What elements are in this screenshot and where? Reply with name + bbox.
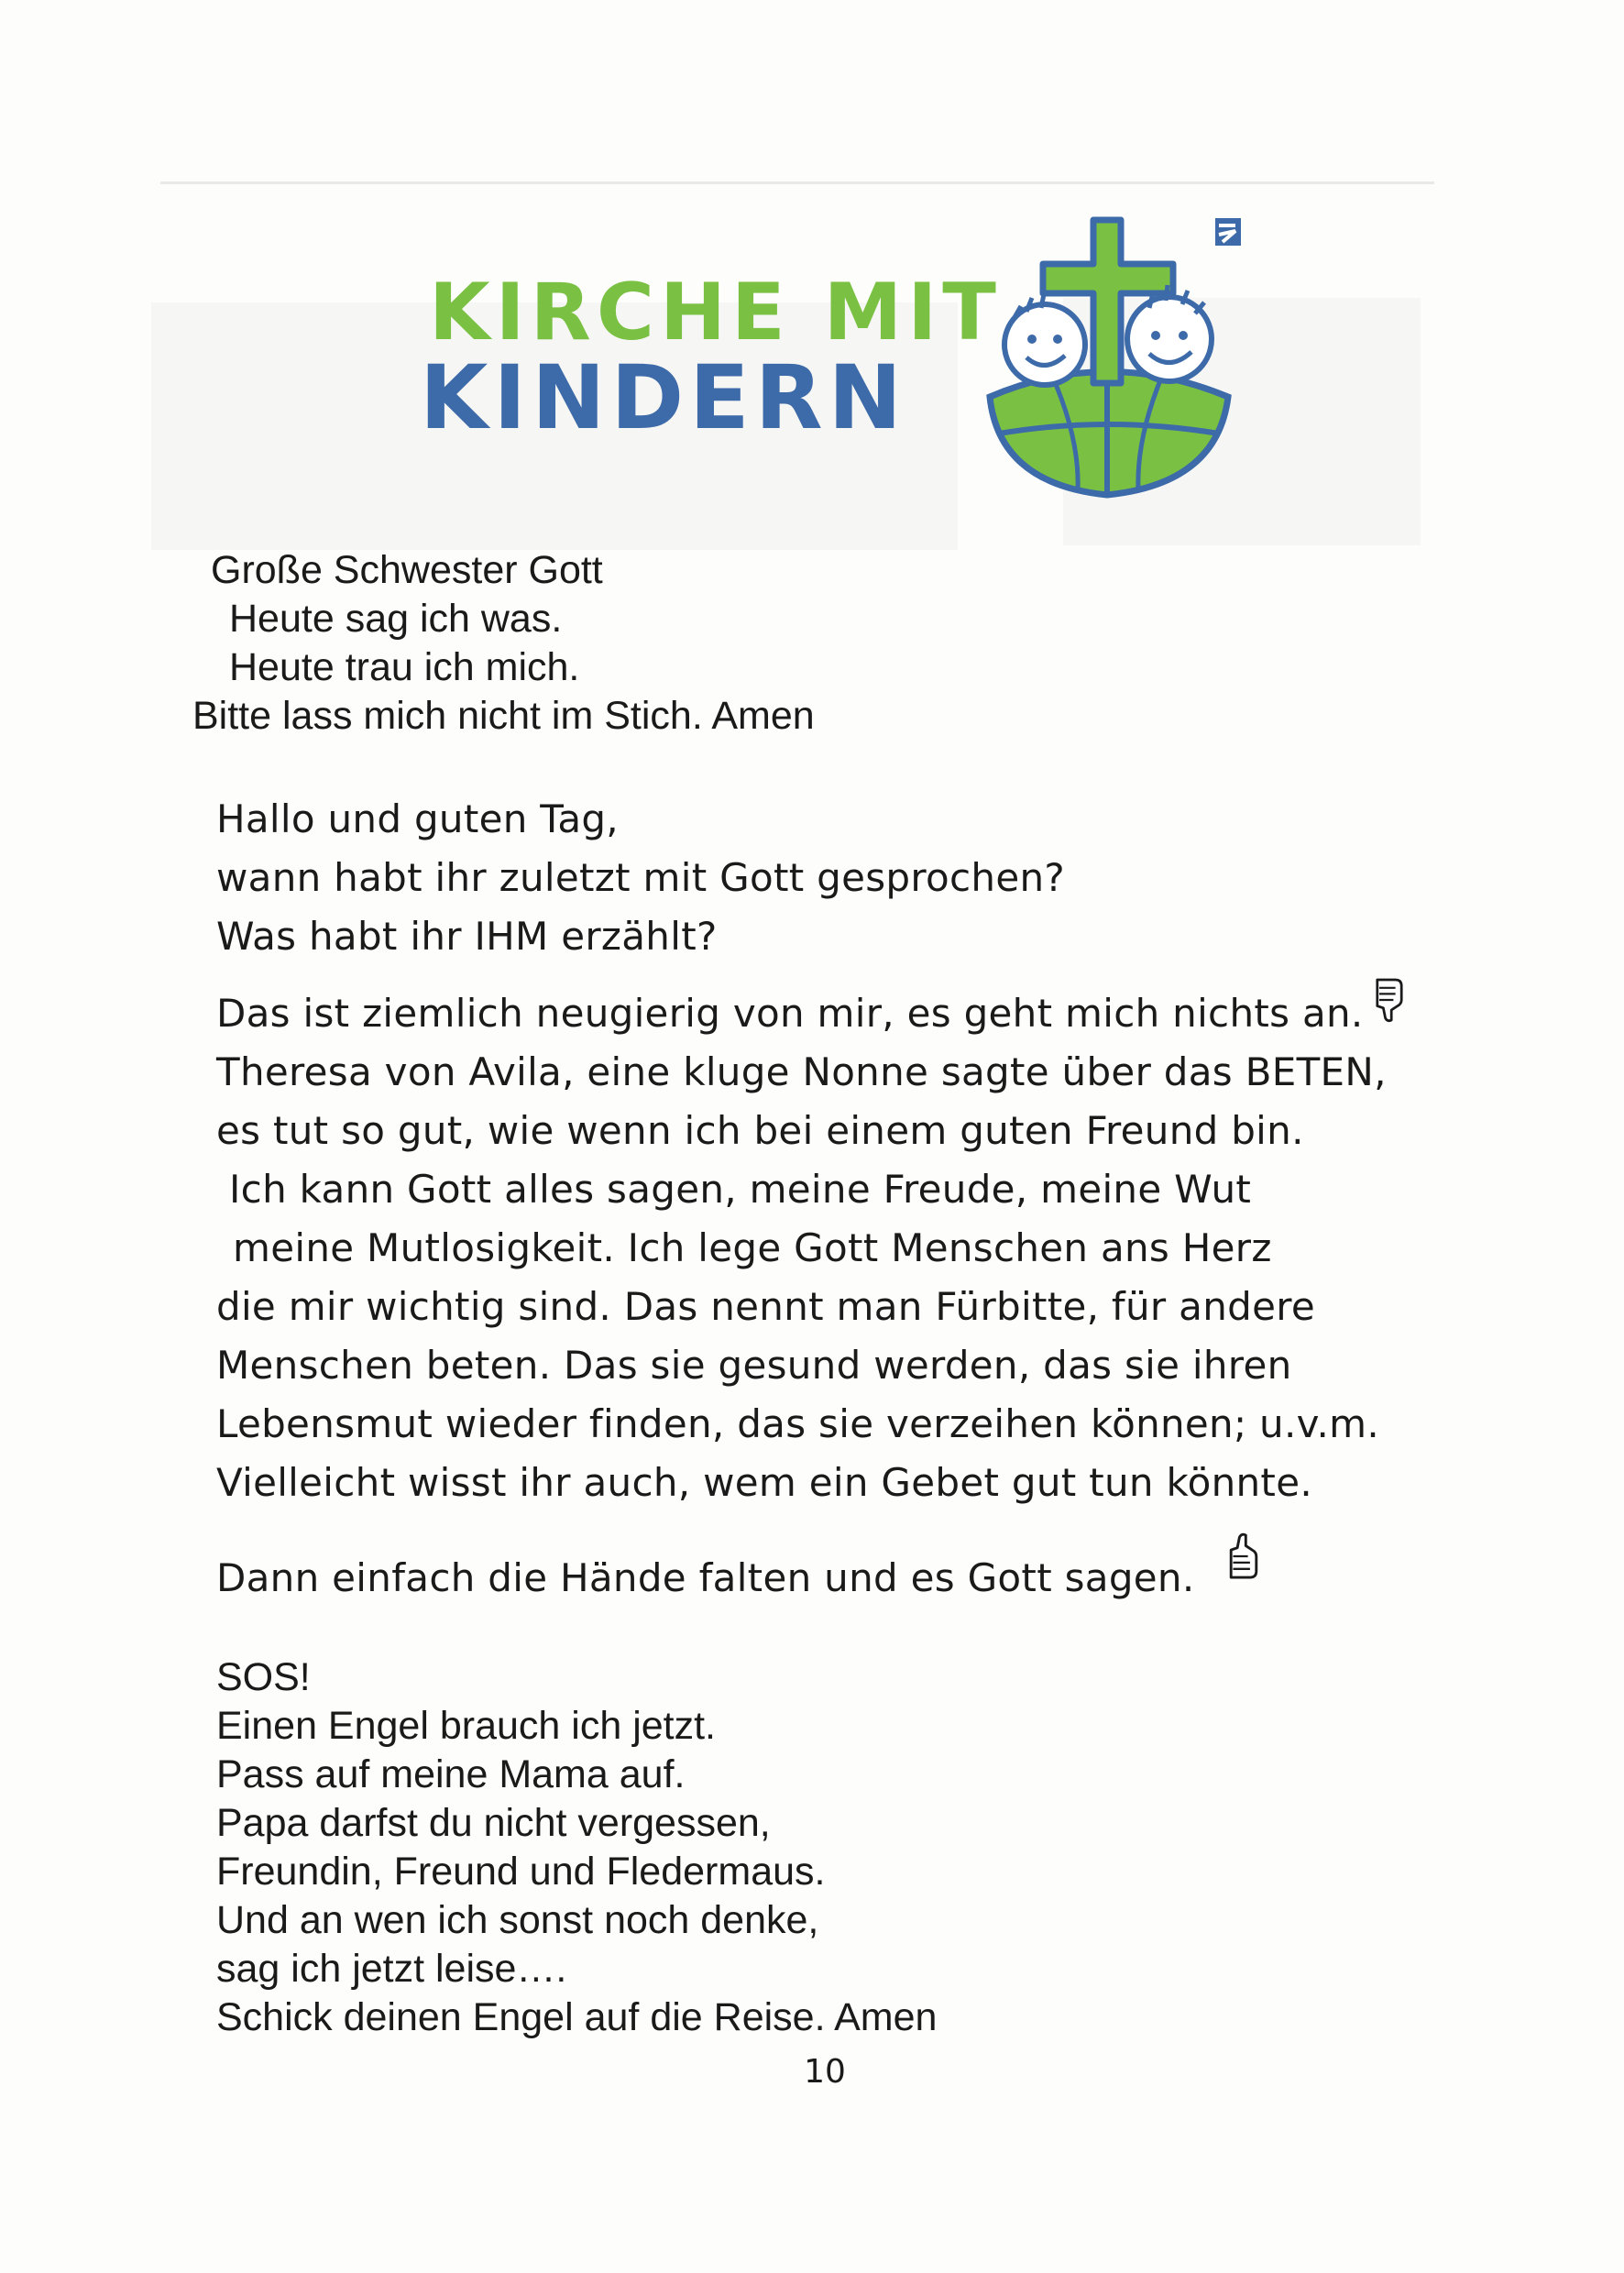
prayer-line: Einen Engel brauch ich jetzt. [216, 1704, 716, 1748]
body-line: Ich kann Gott alles sagen, meine Freude, meine Wut [229, 1167, 1252, 1212]
bleed-through-rule [160, 181, 1434, 184]
prayer-line: Papa darfst du nicht vergessen, [216, 1801, 771, 1845]
intro-line: Was habt ihr IHM erzählt? [216, 914, 718, 959]
body-line: die mir wichtig sind. Das nennt man Fürbitte, für andere [216, 1284, 1315, 1329]
kirche-mit-kindern-logo [420, 209, 1245, 502]
prayer-line: Schick deinen Engel auf die Reise. Amen [216, 1995, 938, 2039]
prayer-big-sister-god [192, 546, 815, 741]
intro-line: Hallo und guten Tag, [216, 796, 619, 841]
body-line: Das ist ziemlich neugierig von mir, es geht mich nichts an. [216, 991, 1364, 1036]
body-line: Menschen beten. Das sie gesund werden, das sie ihren [216, 1343, 1292, 1388]
prayer-line: Große Schwester Gott [211, 548, 603, 592]
body-line: meine Mutlosigkeit. Ich lege Gott Menschen ans Herz [233, 1225, 1272, 1270]
prayer-line: sag ich jetzt leise…. [216, 1947, 567, 1991]
body-line: Lebensmut wieder finden, das sie verzeihen können; u.v.m. [216, 1401, 1380, 1446]
closing-text: Dann einfach die Hände falten und es Gott sagen. [216, 1555, 1195, 1600]
prayer-line: Heute sag ich was. [229, 597, 563, 641]
logo-line-1: KIRCHE MIT [429, 267, 1002, 358]
body-line: Vielleicht wisst ihr auch, wem ein Gebet gut tun könnte. [216, 1460, 1312, 1505]
body-text [216, 984, 1387, 1512]
prayer-line: Heute trau ich mich. [229, 645, 580, 689]
prayer-sos-angel [216, 1653, 937, 2042]
prayer-line: Freundin, Freund und Fledermaus. [216, 1850, 826, 1894]
thumbs-down-icon [1369, 975, 1410, 1025]
small-flag-icon [1215, 218, 1241, 246]
thumbs-up-icon [1223, 1531, 1265, 1582]
body-line: es tut so gut, wie wenn ich bei einem guten Freund bin. [216, 1108, 1304, 1153]
body-line: Theresa von Avila, eine kluge Nonne sagte über das BETEN, [216, 1049, 1387, 1094]
prayer-line: SOS! [216, 1655, 311, 1699]
prayer-line: Pass auf meine Mama auf. [216, 1752, 686, 1796]
intro-line: wann habt ihr zuletzt mit Gott gesprochen? [216, 855, 1065, 900]
page-number: 10 [804, 2053, 846, 2091]
prayer-line: Bitte lass mich nicht im Stich. Amen [192, 694, 815, 738]
cross-with-children-in-boat-icon [970, 209, 1245, 502]
prayer-line: Und an wen ich sonst noch denke, [216, 1898, 819, 1942]
closing-line [216, 1549, 1195, 1608]
logo-line-2: KINDERN [420, 346, 907, 449]
intro-greeting [216, 790, 1065, 966]
